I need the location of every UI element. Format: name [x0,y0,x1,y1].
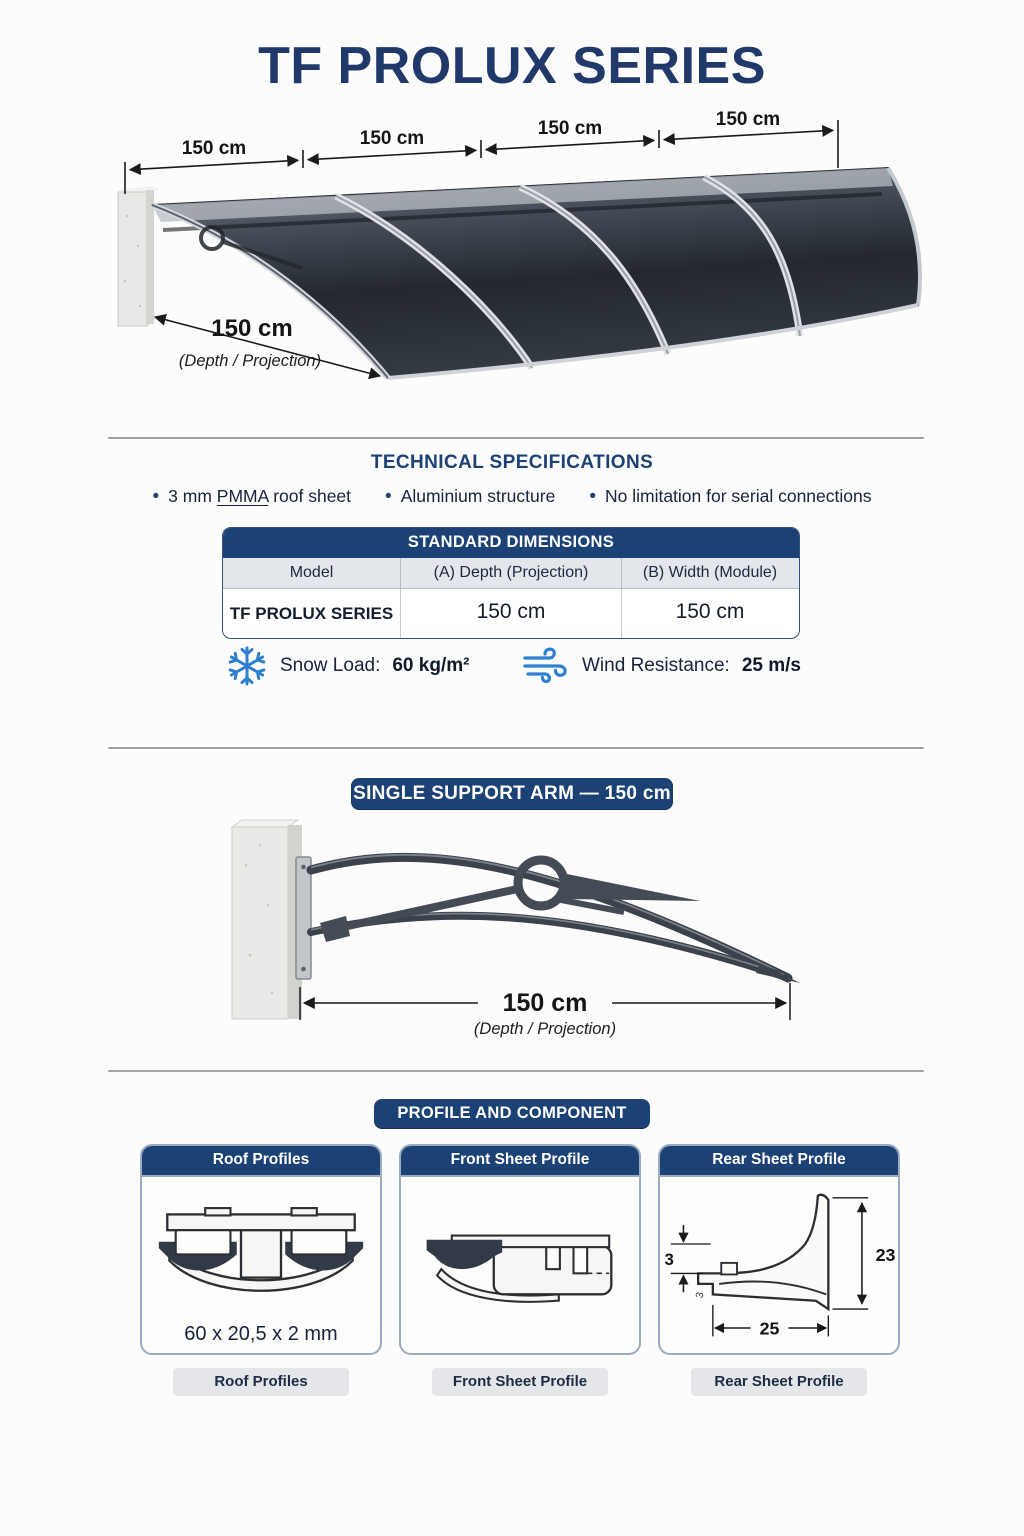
snow-load-value: 60 kg/m² [392,655,470,676]
divider [108,437,924,439]
support-arm-illustration [0,815,1024,1050]
wind-resistance-value: 25 m/s [741,655,801,676]
table-header-row [223,558,799,589]
width-label-4: 150 cm [715,109,781,130]
rear-dim-thickness: 3 [664,1250,674,1269]
wind-resistance-label: Wind Resistance: [582,655,730,676]
width-label-2: 150 cm [359,128,425,149]
bullet-dot-icon: • [589,486,596,507]
col-header-model: Model [223,558,401,588]
arm-dim-note: (Depth / Projection) [473,1020,617,1038]
roof-profile-dimension: 60 x 20,5 x 2 mm [184,1323,338,1345]
arm-depth-dimension [300,983,790,1038]
roof-profile-column [140,1144,382,1396]
front-sheet-caption: Front Sheet Profile [432,1368,608,1396]
front-sheet-drawing [401,1181,639,1351]
rear-dim-height: 23 [875,1244,896,1265]
mounting-plate [296,857,311,979]
col-header-depth: (A) Depth (Projection) [401,558,622,588]
cell-width: 150 cm [675,600,745,623]
roof-profile-drawing [142,1187,380,1305]
roof-profile-card [140,1144,382,1355]
page-title: TF PROLUX SERIES [258,37,766,95]
width-label-1: 150 cm [181,138,247,159]
bullet-dot-icon: • [152,486,160,507]
snow-load-rating [226,641,469,691]
roof-profile-caption: Roof Profiles [173,1368,349,1396]
rear-sheet-card [658,1144,900,1355]
standard-dimensions-table [222,527,800,639]
bullet-roof-sheet: • 3 mm PMMA roof sheet [152,486,352,507]
wall-post [232,820,302,1019]
snowflake-icon [226,645,268,687]
front-sheet-column [399,1144,641,1396]
roof-profile-header: Roof Profiles [142,1146,380,1177]
profile-cards [140,1144,900,1396]
bullet-structure: • Aluminium structure [385,486,556,507]
wind-icon [522,646,570,686]
rear-dim-small: 3 [693,1291,707,1300]
support-arm-banner: SINGLE SUPPORT ARM — 150 cm [351,778,673,809]
rear-sheet-caption: Rear Sheet Profile [691,1368,867,1396]
front-sheet-card [399,1144,641,1355]
cell-model: TF PROLUX SERIES [223,589,401,638]
snow-load-label: Snow Load: [280,655,381,676]
rear-sheet-header: Rear Sheet Profile [660,1146,898,1177]
cell-depth: 150 cm [401,589,622,638]
bullet-dot-icon: • [385,486,392,507]
bullet-connections: • No limitation for serial connections [589,486,872,507]
profile-component-banner: PROFILE AND COMPONENT [374,1099,650,1128]
support-arm [311,855,800,983]
width-label-3: 150 cm [537,118,603,139]
rear-sheet-drawing [660,1181,898,1349]
divider [108,747,924,749]
tech-specs-heading: TECHNICAL SPECIFICATIONS [370,452,654,473]
rear-sheet-column [658,1144,900,1396]
canopy-illustration [0,106,1024,438]
depth-label: 150 cm [211,315,293,342]
wind-resistance-rating [522,641,801,691]
depth-note: (Depth / Projection) [178,352,322,370]
arm-dim-label: 150 cm [502,989,588,1017]
front-sheet-header: Front Sheet Profile [401,1146,639,1177]
table-row [223,589,799,638]
rear-dim-width: 25 [759,1318,780,1339]
col-header-width: (B) Width (Module) [642,564,778,581]
table-title: STANDARD DIMENSIONS [223,528,799,558]
divider [108,1070,924,1072]
tech-specs-bullets [0,486,1024,507]
